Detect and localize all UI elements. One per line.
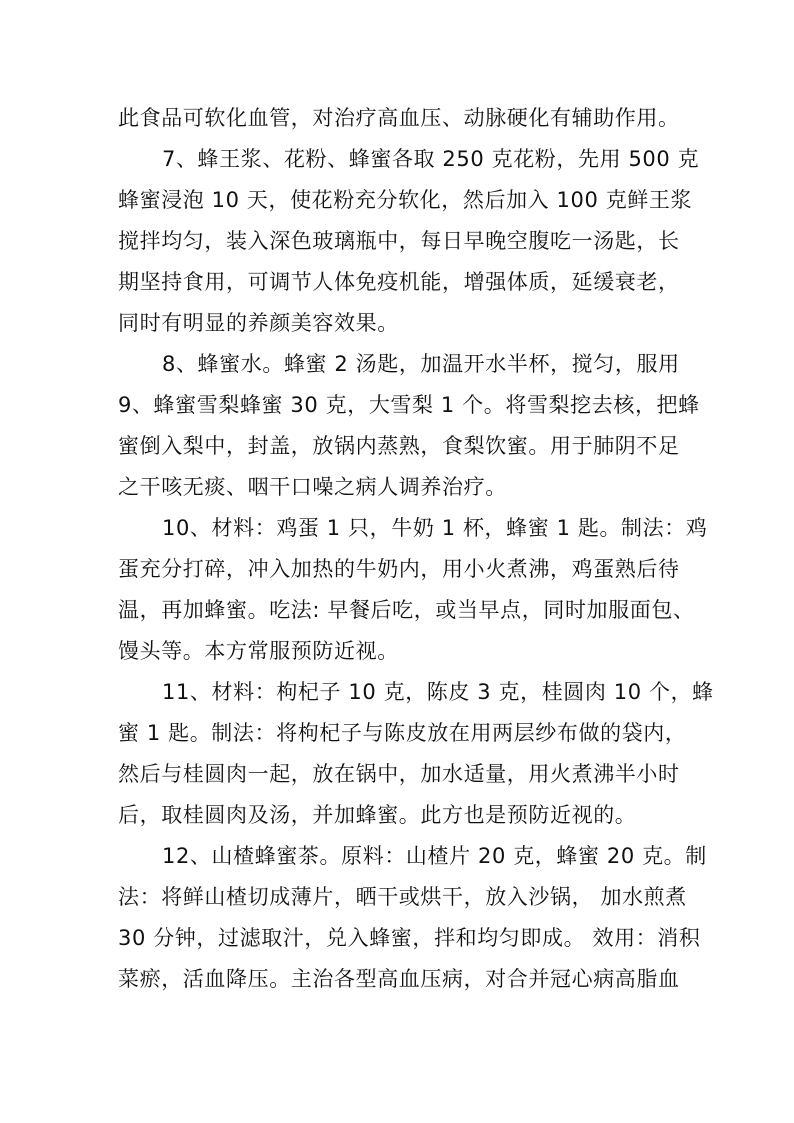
text-line-8: 9、蜂蜜雪梨蜂蜜 30 克，大雪梨 1 个。将雪梨挖去核，把蜂 xyxy=(118,393,700,417)
text-line-20: 法：将鲜山楂切成薄片，晒干或烘干，放入沙锅， 加水煎煮 xyxy=(118,885,687,909)
text-line-6: 同时有明显的养颜美容效果。 xyxy=(118,311,399,335)
text-line-4: 搅拌均匀，装入深色玻璃瓶中，每日早晚空腹吃一汤匙，长 xyxy=(118,229,680,253)
text-line-5: 期坚持食用，可调节人体免疫机能，增强体质，延缓衰老， xyxy=(118,270,680,294)
text-line-12: 蛋充分打碎，冲入加热的牛奶内，用小火煮沸，鸡蛋熟后待 xyxy=(118,557,680,581)
text-line-1: 此食品可软化血管，对治疗高血压、动脉硬化有辅助作用。 xyxy=(118,106,680,130)
text-line-7: 8、蜂蜜水。蜂蜜 2 汤匙，加温开水半杯，搅匀，服用 xyxy=(162,352,680,376)
text-line-17: 然后与桂圆肉一起，放在锅中，加水适量，用火煮沸半小时 xyxy=(118,762,680,786)
text-line-15: 11、材料：枸杞子 10 克，陈皮 3 克，桂圆肉 10 个，蜂 xyxy=(162,680,714,704)
text-line-13: 温，再加蜂蜜。吃法: 早餐后吃，或当早点，同时加服面包、 xyxy=(118,598,695,622)
text-line-19: 12、山楂蜂蜜茶。原料：山楂片 20 克，蜂蜜 20 克。制 xyxy=(162,844,707,868)
text-line-21: 30 分钟，过滤取汁，兑入蜂蜜，拌和均匀即成。 效用：消积 xyxy=(118,926,701,950)
text-line-16: 蜜 1 匙。制法：将枸杞子与陈皮放在用两层纱布做的袋内， xyxy=(118,721,687,745)
text-line-18: 后，取桂圆肉及汤，并加蜂蜜。此方也是预防近视的。 xyxy=(118,803,637,827)
text-line-22: 菜瘀，活血降压。主治各型高血压病，对合并冠心病高脂血 xyxy=(118,967,680,991)
text-line-10: 之干咳无痰、咽干口噪之病人调养治疗。 xyxy=(118,475,507,499)
text-line-9: 蜜倒入梨中，封盖，放锅内蒸熟，食梨饮蜜。用于肺阴不足 xyxy=(118,434,680,458)
document-body xyxy=(118,98,714,1000)
text-line-2: 7、蜂王浆、花粉、蜂蜜各取 250 克花粉，先用 500 克 xyxy=(162,147,700,171)
text-line-11: 10、材料：鸡蛋 1 只，牛奶 1 杯，蜂蜜 1 匙。制法：鸡 xyxy=(162,516,708,540)
text-line-14: 馒头等。本方常服预防近视。 xyxy=(118,639,399,663)
text-line-3: 蜂蜜浸泡 10 天，使花粉充分软化，然后加入 100 克鲜王浆 xyxy=(118,188,693,212)
